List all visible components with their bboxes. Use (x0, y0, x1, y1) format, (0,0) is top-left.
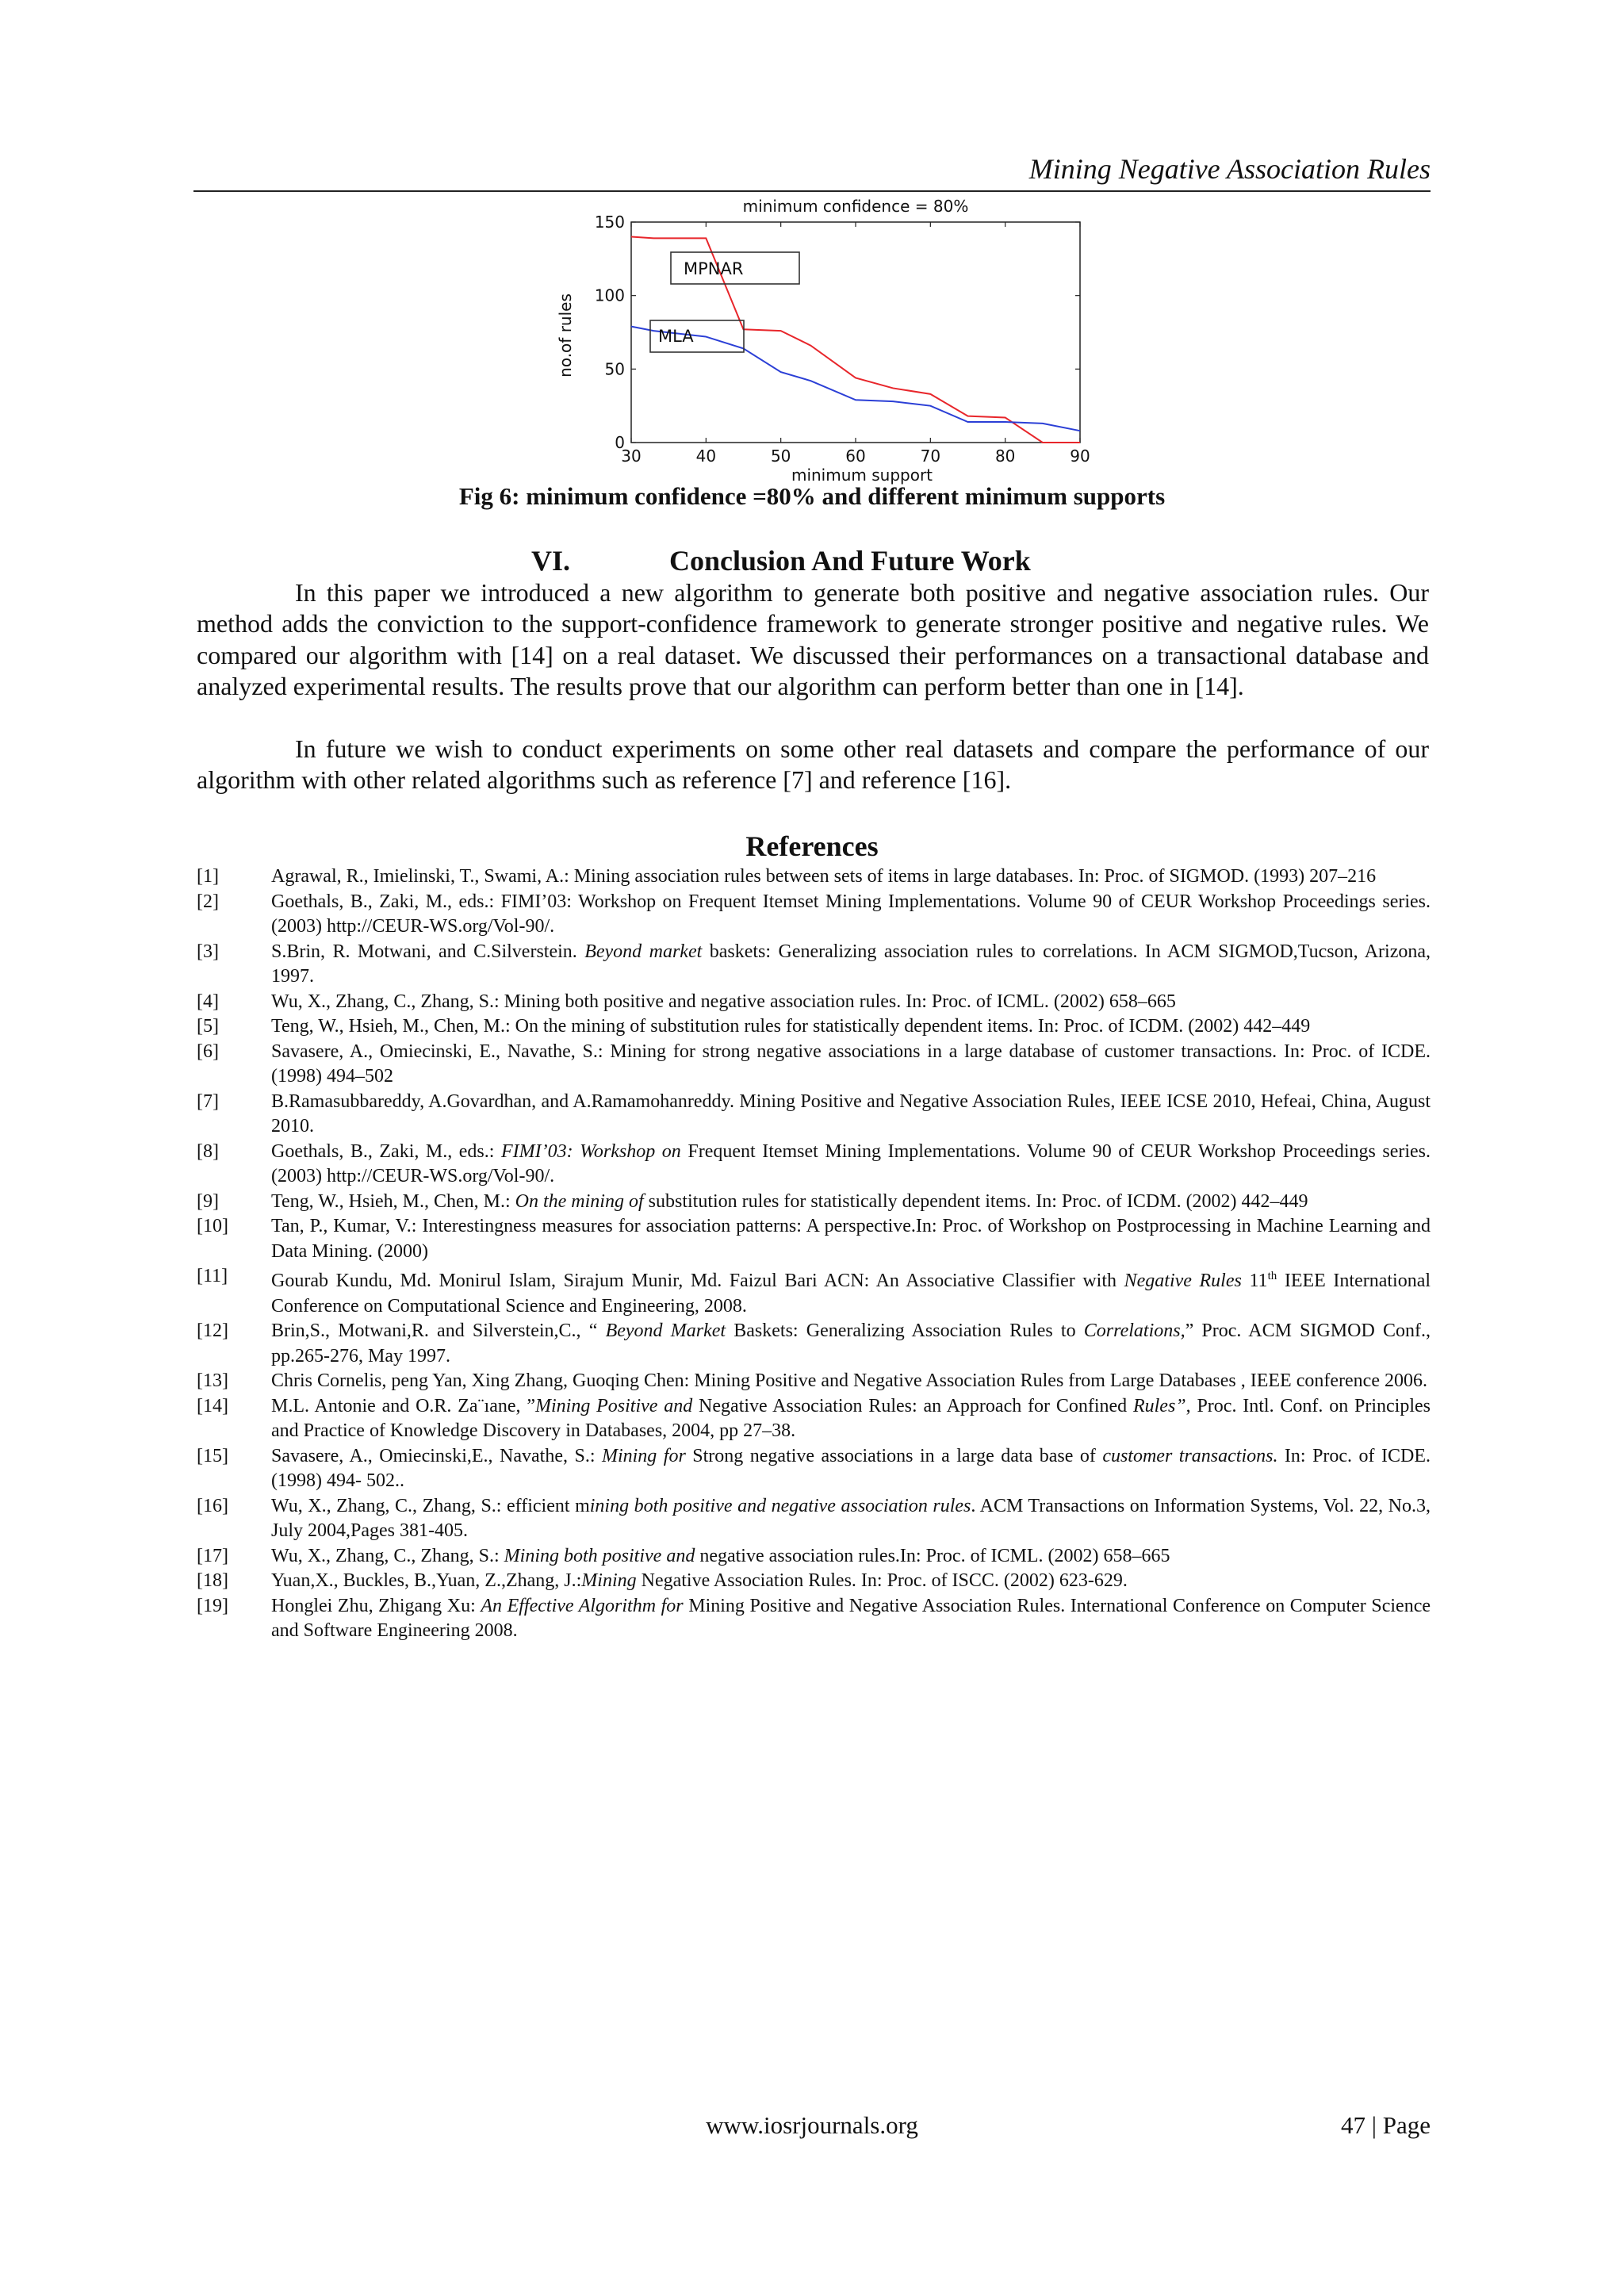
figure-caption: Fig 6: minimum confidence =80% and different minimum supports (458, 482, 1166, 510)
figure-chart (539, 194, 1107, 485)
annotation-label: MPNAR (684, 259, 744, 278)
reference-text: Wu, X., Zhang, C., Zhang, S.: efficient m (271, 1495, 590, 1516)
reference-text: negative association rules.In: Proc. of ICML. (2002) 658–665 (695, 1545, 1170, 1566)
reference-text: Rules” (1132, 1395, 1186, 1416)
reference-number: [8] (197, 1140, 219, 1162)
reference-number: [5] (197, 1016, 219, 1037)
reference-number: [12] (197, 1320, 228, 1341)
references-heading: References (745, 830, 879, 862)
reference-text: Yuan,X., Buckles, B.,Yuan, Z.,Zhang, J.: (271, 1570, 582, 1591)
x-tick-label: 40 (695, 447, 717, 466)
reference-item (197, 864, 1431, 890)
y-axis-label: no.of rules (556, 293, 575, 378)
reference-number: [16] (197, 1495, 228, 1516)
chart-title: minimum confidence = 80% (742, 197, 969, 216)
x-tick-label: 90 (1070, 447, 1090, 466)
reference-text: Wu, X., Zhang, C., Zhang, S.: Mining both positive and negative association rules. In: Proc. of ICML. (2002) 658–665 (271, 991, 1176, 1012)
reference-text: Wu, X., Zhang, C., Zhang, S.: (271, 1545, 504, 1566)
annotation-label: MLA (658, 327, 694, 346)
reference-text: Mining Positive and (534, 1395, 693, 1416)
y-tick-label: 0 (615, 433, 625, 452)
reference-item (197, 1014, 1431, 1040)
reference-number: [6] (197, 1041, 219, 1062)
reference-text: An Effective Algorithm for (481, 1595, 684, 1616)
reference-item (197, 1214, 1431, 1264)
reference-text: customer transactions. (1102, 1445, 1278, 1466)
reference-text: B.Ramasubbareddy, A.Govardhan, and A.Ramamohanreddy. Mining Positive and Negative Association Rules, IEEE ICSE 2010, Hefeai, China, August 2010. (271, 1091, 1431, 1137)
reference-item (197, 1544, 1431, 1570)
reference-text: Chris Cornelis, peng Yan, Xing Zhang, Guoqing Chen: Mining Positive and Negative Association Rules from Large Databases , IEEE conference 2006. (271, 1370, 1427, 1391)
reference-item (197, 1394, 1431, 1444)
reference-number: [11] (197, 1266, 228, 1286)
reference-item (197, 1319, 1431, 1369)
reference-text: Brin,S., Motwani,R. and Silverstein,C., “ (271, 1320, 606, 1341)
reference-text: Agrawal, R., Imielinski, T., Swami, A.: Mining association rules between sets of items in large databases. In: Proc. of SIGMOD. (1993) 207–216 (271, 866, 1377, 887)
footer-url: www.iosrjournals.org (706, 2111, 918, 2139)
reference-text: Goethals, B., Zaki, M., eds.: (271, 1140, 501, 1162)
reference-text: Savasere, A., Omiecinski, E., Navathe, S.: Mining for strong negative associations in a large database of customer transactions. In: Proc. of ICDE. (1998) 494–502 (271, 1041, 1431, 1087)
y-tick-label: 100 (594, 286, 625, 305)
x-tick-label: 30 (621, 447, 642, 466)
reference-text: baskets: Generalizing association rules to correlations. In ACM SIGMOD,Tucson, Arizona, 1997. (271, 941, 1431, 987)
reference-number: [17] (197, 1545, 228, 1566)
reference-item (197, 1190, 1431, 1215)
reference-number: [3] (197, 941, 219, 962)
reference-number: [4] (197, 991, 219, 1012)
reference-number: [15] (197, 1445, 228, 1466)
reference-text: ining both positive and negative association rules (589, 1495, 971, 1516)
reference-item (197, 940, 1431, 990)
reference-text: Frequent Itemset Mining Implementations. Volume 90 of CEUR Workshop Proceedings series. (2003) http://CEUR-WS.org/Vol-90/. (271, 1140, 1431, 1186)
reference-text: 11 (1241, 1271, 1268, 1291)
page-number: 47 | Page (1341, 2111, 1431, 2139)
y-tick-label: 50 (604, 359, 625, 379)
y-tick-label: 150 (594, 213, 625, 232)
x-tick-label: 70 (920, 447, 941, 466)
reference-number: [10] (197, 1216, 228, 1236)
reference-text: th (1267, 1270, 1277, 1282)
reference-text: Teng, W., Hsieh, M., Chen, M.: On the mining of substitution rules for statistically dependent items. In: Proc. of ICDM. (2002) 442–449 (271, 1016, 1311, 1037)
conclusion-paragraph: In this paper we introduced a new algorithm to generate both positive and negative association rules. Our method adds the conviction to the support-confidence framework to generate stronger positive and negative rules. We compared our algorithm with [14] on a real dataset. We discussed their performances on a transactional database and analyzed experimental results. The results prove that our algorithm can perform better than one in [14]. (197, 578, 1429, 701)
reference-number: [1] (197, 866, 219, 887)
reference-item (197, 1040, 1431, 1090)
reference-text: Correlations, (1083, 1320, 1185, 1341)
x-tick-label: 60 (845, 447, 866, 466)
reference-text: Gourab Kundu, Md. Monirul Islam, Sirajum Munir, Md. Faizul Bari ACN: An Associative Classifier with (271, 1271, 1124, 1291)
reference-text: substitution rules for statistically dependent items. In: Proc. of ICDM. (2002) 442–449 (643, 1190, 1308, 1212)
reference-text: Beyond Market (605, 1320, 726, 1341)
reference-item (197, 1594, 1431, 1644)
reference-number: [14] (197, 1395, 228, 1416)
reference-item (197, 1494, 1431, 1544)
reference-text: Beyond market (584, 941, 703, 962)
reference-number: [2] (197, 891, 219, 912)
reference-item (197, 890, 1431, 940)
reference-text: , Proc. Intl. Conf. on Principles and Practice of Knowledge Discovery in Databases, 2004, pp 27–38. (271, 1395, 1431, 1441)
reference-text: Negative Association Rules. In: Proc. of ISCC. (2002) 623-629. (636, 1570, 1128, 1591)
reference-number: [13] (197, 1370, 228, 1391)
reference-number: [19] (197, 1595, 228, 1616)
reference-text: FIMI’03: Workshop on (500, 1140, 681, 1162)
future-work-paragraph: In future we wish to conduct experiments on some other real datasets and compare the performance of our algorithm with other related algorithms such as reference [7] and reference [16]. (197, 734, 1429, 795)
reference-number: [18] (197, 1570, 228, 1591)
plot-area (631, 222, 1080, 443)
reference-item (197, 1090, 1431, 1140)
reference-item (197, 1264, 1431, 1319)
reference-text: On the mining of (515, 1190, 644, 1212)
reference-text: Negative Rules (1124, 1271, 1242, 1291)
reference-text: ” Proc. ACM SIGMOD Conf., pp.265-276, May 1997. (271, 1320, 1431, 1366)
reference-text: IEEE International Conference on Computational Science and Engineering, 2008. (271, 1271, 1431, 1317)
reference-text: . ACM Transactions on Information Systems, Vol. 22, No.3, July 2004,Pages 381-405. (271, 1495, 1431, 1541)
reference-text: Savasere, A., Omiecinski,E., Navathe, S.: (271, 1445, 602, 1466)
reference-text: Baskets: Generalizing Association Rules to (726, 1320, 1084, 1341)
reference-item (197, 1444, 1431, 1494)
reference-item (197, 990, 1431, 1015)
section-number: VI. (531, 545, 571, 577)
reference-text: In: Proc. of ICDE. (1998) 494- 502.. (271, 1445, 1431, 1491)
reference-text: Teng, W., Hsieh, M., Chen, M.: (271, 1190, 515, 1212)
running-header: Mining Negative Association Rules (1028, 153, 1431, 185)
x-axis-label: minimum support (791, 466, 933, 485)
reference-item (197, 1140, 1431, 1190)
reference-number: [9] (197, 1190, 219, 1212)
reference-text: Mining Positive and Negative Association Rules. International Conference on Computer Science and Software Engineering 2008. (271, 1595, 1431, 1641)
reference-text: M.L. Antonie and O.R. Za¨ıane, ” (271, 1395, 535, 1416)
header-rule (193, 190, 1431, 192)
reference-text: Goethals, B., Zaki, M., eds.: FIMI’03: Workshop on Frequent Itemset Mining Implementations. Volume 90 of CEUR Workshop Proceedings series. (2003) http://CEUR-WS.org/Vol-90/. (271, 891, 1431, 937)
reference-number: [7] (197, 1091, 219, 1112)
reference-text: Mining for (601, 1445, 686, 1466)
x-tick-label: 50 (770, 447, 791, 466)
reference-text: Honglei Zhu, Zhigang Xu: (271, 1595, 481, 1616)
reference-list (197, 864, 1431, 1644)
reference-item (197, 1369, 1431, 1394)
x-tick-label: 80 (994, 447, 1016, 466)
reference-text: Strong negative associations in a large data base of (685, 1445, 1103, 1466)
reference-text: S.Brin, R. Motwani, and C.Silverstein. (271, 941, 585, 962)
reference-text: Mining both positive and (504, 1545, 695, 1566)
reference-item (197, 1569, 1431, 1594)
section-title: Conclusion And Future Work (669, 545, 1031, 577)
reference-text: Mining (581, 1570, 637, 1591)
reference-text: Negative Association Rules: an Approach for Confined (692, 1395, 1133, 1416)
reference-text: Tan, P., Kumar, V.: Interestingness measures for association patterns: A perspective.In: Proc. of Workshop on Postprocessing in Machine Learning and Data Mining. (2000) (271, 1216, 1431, 1262)
